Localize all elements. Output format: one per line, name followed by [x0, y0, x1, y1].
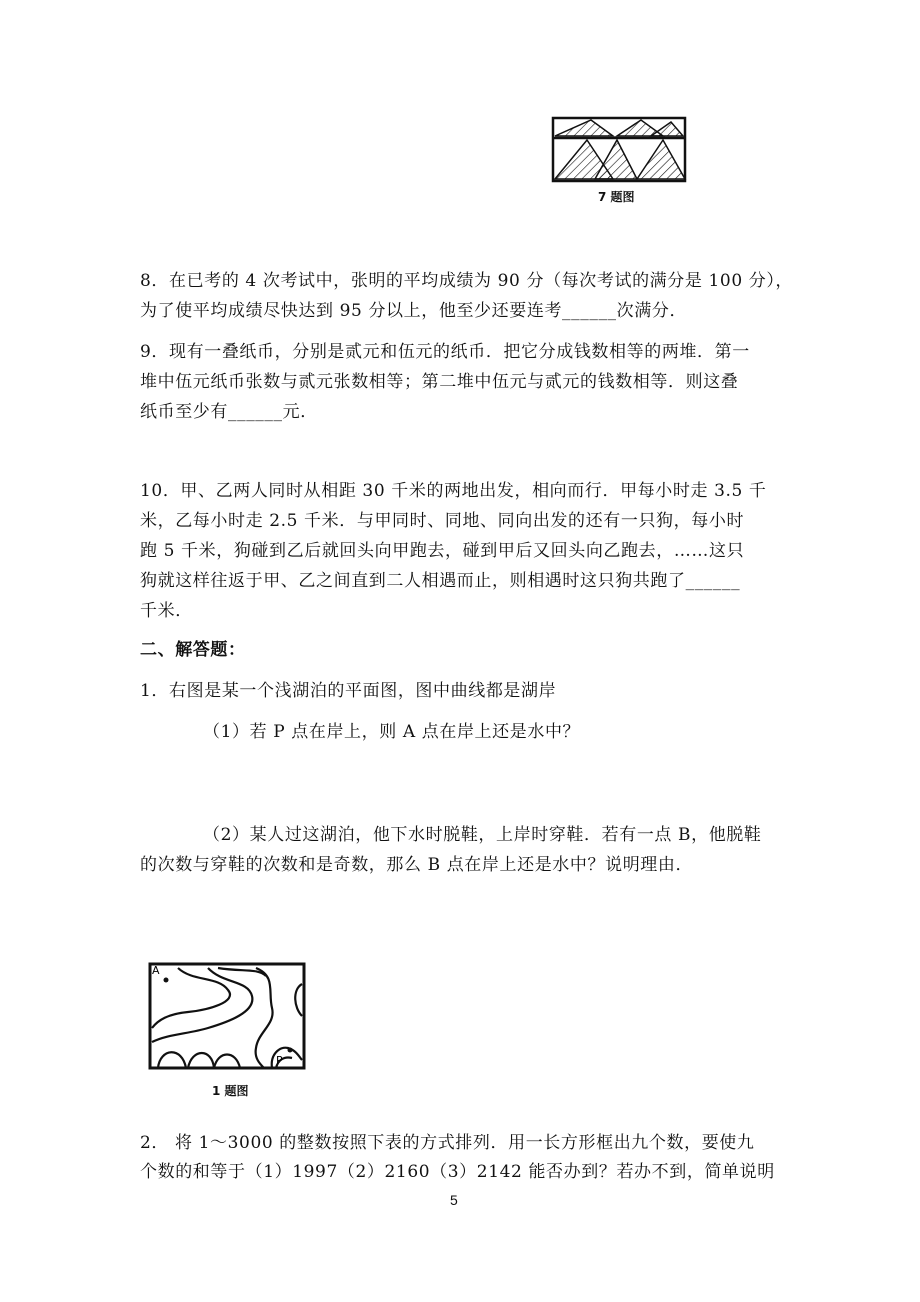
- figure-7-caption: 7 题图: [598, 190, 635, 204]
- question-10-line-2: 米，乙每小时走 2.5 千米．与甲同时、同地、同向出发的还有一只狗，每小时: [140, 511, 745, 531]
- figure-1-label-p: P: [276, 1054, 283, 1067]
- figure-1-label-a: A: [152, 964, 160, 977]
- question-9-line-1: 9．现有一叠纸币，分别是贰元和伍元的纸币．把它分成钱数相等的两堆．第一: [140, 342, 750, 362]
- answer-1-part-2-line-2: 的次数与穿鞋的次数和是奇数，那么 B 点在岸上还是水中？说明理由．: [140, 855, 694, 875]
- question-10-line-3: 跑 5 千米，狗碰到乙后就回头向甲跑去，碰到甲后又回头向乙跑去，……这只: [140, 541, 745, 561]
- question-10-line-1: 10．甲、乙两人同时从相距 30 千米的两地出发，相向而行．甲每小时走 3.5 千: [140, 481, 767, 501]
- figure-1-lake-map: [148, 962, 308, 1072]
- section-2-heading: 二、解答题：: [140, 640, 246, 660]
- answer-2-line-1: 2． 将 1～3000 的整数按照下表的方式排列．用一长方形框出九个数，要使九: [140, 1133, 755, 1153]
- question-8-line-1: 8．在已考的 4 次考试中，张明的平均成绩为 90 分（每次考试的满分是 100 分），: [140, 271, 794, 291]
- figure-1-caption: 1 题图: [212, 1084, 249, 1098]
- figure-7-diagram: [551, 116, 691, 186]
- question-9-line-3: 纸币至少有______元．: [140, 402, 318, 422]
- question-8-line-2: 为了使平均成绩尽快达到 95 分以上，他至少还要连考______次满分．: [140, 301, 688, 321]
- answer-1-intro: 1．右图是某一个浅湖泊的平面图，图中曲线都是湖岸: [140, 681, 557, 701]
- answer-1-part-1: （1）若 P 点在岸上，则 A 点在岸上还是水中？: [203, 722, 581, 742]
- page-number: 5: [450, 1192, 458, 1208]
- question-9-line-2: 堆中伍元纸币张数与贰元张数相等；第二堆中伍元与贰元的钱数相等．则这叠: [140, 372, 739, 392]
- answer-1-part-2-line-1: （2）某人过这湖泊，他下水时脱鞋，上岸时穿鞋．若有一点 B，他脱鞋: [203, 825, 762, 845]
- question-10-line-5: 千米．: [140, 601, 193, 621]
- question-10-line-4: 狗就这样往返于甲、乙之间直到二人相遇而止，则相遇时这只狗共跑了______: [140, 571, 741, 591]
- answer-2-line-2: 个数的和等于（1）1997（2）2160（3）2142 能否办到？若办不到，简单说明: [140, 1162, 775, 1182]
